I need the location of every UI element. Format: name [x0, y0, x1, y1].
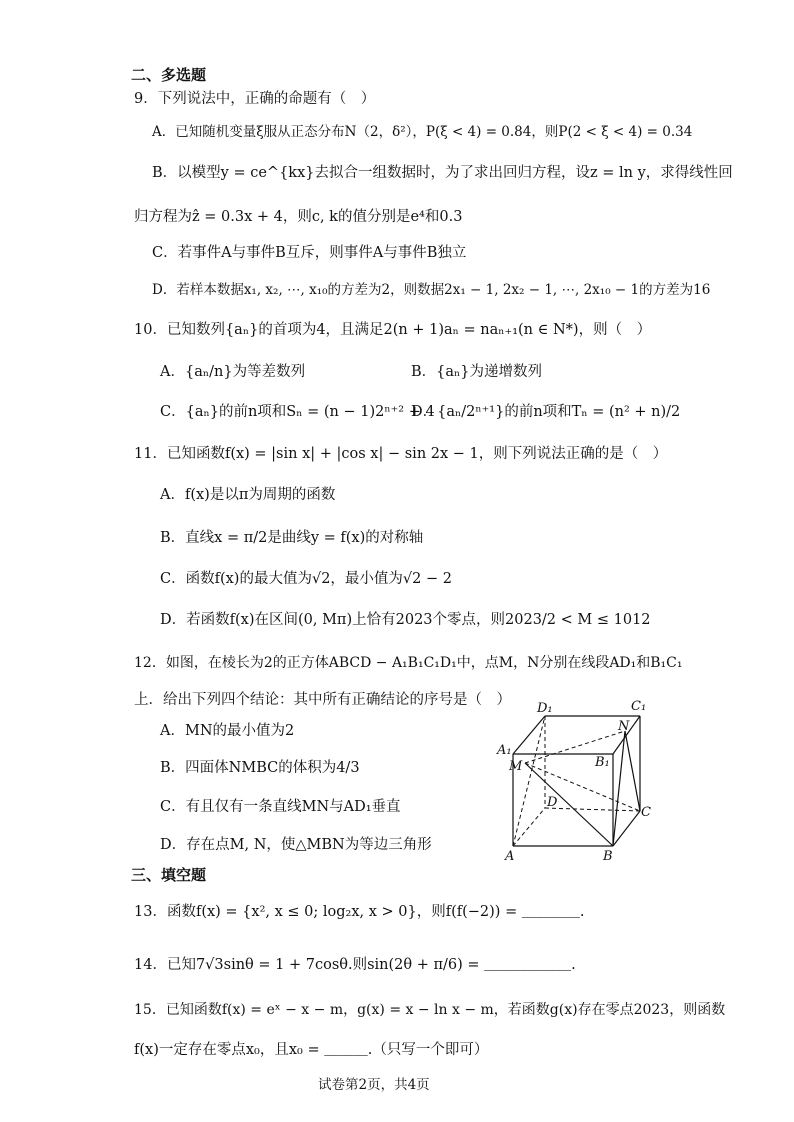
- q9-option-b-line2: 归方程为ẑ = 0.3x + 4，则c, k的值分别是e⁴和0.3: [134, 209, 463, 225]
- q11-stem: 11．已知函数f(x) = |sin x| + |cos x| − sin 2x − 1，则下列说法正确的是（ ）: [134, 446, 668, 462]
- label-a: A: [505, 849, 515, 864]
- q12-stem-line1: 12．如图，在棱长为2的正方体ABCD − A₁B₁C₁D₁中，点M，N分别在线段AD₁和B₁C₁: [134, 655, 683, 671]
- segment-mc-hidden: [525, 763, 640, 811]
- q10-option-d: D．{aₙ/2ⁿ⁺¹}的前n项和Tₙ = (n² + n)/2: [411, 404, 681, 420]
- edge-ad-hidden: [513, 808, 545, 846]
- q12-option-c: C．有且仅有一条直线MN与AD₁垂直: [160, 799, 401, 815]
- label-d: D: [547, 795, 558, 810]
- segment-nc: [625, 731, 640, 811]
- label-c: C: [641, 805, 651, 820]
- segment-nb: [613, 731, 625, 846]
- q11-option-a: A．f(x)是以π为周期的函数: [160, 487, 336, 503]
- q12-option-d: D．存在点M, N，使△MBN为等边三角形: [160, 837, 432, 853]
- q11-option-b: B．直线x = π/2是曲线y = f(x)的对称轴: [160, 530, 424, 546]
- label-b: B: [603, 849, 613, 864]
- q10-stem: 10．已知数列{aₙ}的首项为4，且满足2(n + 1)aₙ = naₙ₊₁(n ∈ N*)，则（ ）: [134, 322, 652, 338]
- q15-line1: 15．已知函数f(x) = eˣ − x − m，g(x) = x − ln x − m，若函数g(x)存在零点2023，则函数: [134, 1002, 726, 1018]
- section-heading-fill-in: 三、填空题: [131, 866, 207, 884]
- edge-dc-hidden: [545, 808, 640, 811]
- segment-mb: [525, 763, 613, 846]
- label-d1: D₁: [537, 701, 553, 716]
- q11-option-c: C．函数f(x)的最大值为√2，最小值为√2 − 2: [160, 571, 452, 587]
- q9-option-c: C．若事件A与事件B互斥，则事件A与事件B独立: [152, 245, 467, 261]
- q11-option-d: D．若函数f(x)在区间(0, Mπ)上恰有2023个零点，则2023/2 < M ≤ 1012: [160, 612, 651, 628]
- q12-option-a: A．MN的最小值为2: [160, 723, 295, 739]
- cube-figure: [495, 696, 665, 864]
- q10-option-b: B．{aₙ}为递增数列: [411, 364, 543, 380]
- q12-option-b: B．四面体NMBC的体积为4/3: [160, 760, 360, 776]
- q9-stem: 9．下列说法中，正确的命题有（ ）: [134, 91, 376, 107]
- page-footer: 试卷第2页，共4页: [318, 1077, 430, 1093]
- q15-line2: f(x)一定存在零点x₀，且x₀ = ＿＿＿.（只写一个即可）: [134, 1042, 489, 1058]
- label-m: M: [509, 759, 523, 774]
- label-c1: C₁: [631, 699, 647, 714]
- q9-option-a: A．已知随机变量ξ服从正态分布N（2，δ²），P(ξ < 4) = 0.84，则P(2 < ξ < 4) = 0.34: [152, 124, 693, 140]
- edge-bc: [613, 811, 640, 846]
- q9-option-b-line1: B．以模型y = ce^{kx}去拟合一组数据时，为了求出回归方程，设z = ln y，求得线性回: [152, 165, 733, 181]
- q10-option-c: C．{aₙ}的前n项和Sₙ = (n − 1)2ⁿ⁺² + 4: [160, 404, 435, 420]
- label-n: N: [618, 719, 630, 734]
- q13: 13．函数f(x) = {x², x ≤ 0; log₂x, x > 0}，则f(f(−2)) = ＿＿＿＿.: [134, 904, 585, 920]
- label-a1: A₁: [497, 743, 512, 758]
- q12-stem-line2: 上．给出下列四个结论：其中所有正确结论的序号是（ ）: [134, 692, 511, 708]
- label-b1: B₁: [595, 755, 610, 770]
- q10-option-a: A．{aₙ/n}为等差数列: [160, 364, 306, 380]
- q9-option-d: D．若样本数据x₁, x₂, ⋯, x₁₀的方差为2，则数据2x₁ − 1, 2x₂ − 1, ⋯, 2x₁₀ − 1的方差为16: [152, 282, 711, 298]
- section-heading-multiple-choice: 二、多选题: [131, 66, 207, 84]
- q14: 14．已知7√3sinθ = 1 + 7cosθ.则sin(2θ + π/6) = ＿＿＿＿＿＿.: [134, 957, 576, 973]
